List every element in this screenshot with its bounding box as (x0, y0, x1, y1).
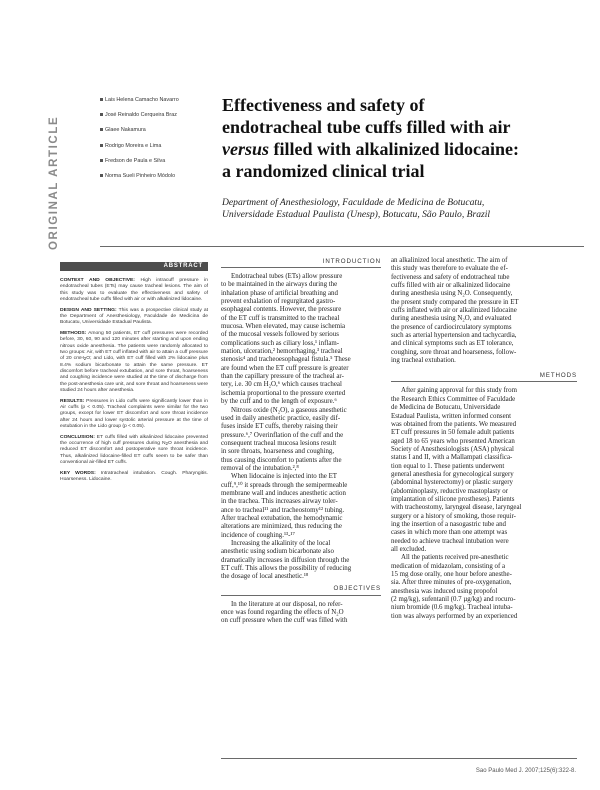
text-line: Estadual Paulista, written informed consent (391, 412, 511, 420)
methods-paragraph-2 (391, 554, 577, 621)
text-line: ing tracheal extubation. (391, 357, 456, 365)
text-line: pressure.⁶,⁷ Overinflation of the cuff and the (221, 431, 344, 439)
text-line: with tracheostomy, laryngeal disease, laryngeal (391, 504, 522, 512)
text-line: All the patients received pre-anesthetic (401, 554, 509, 562)
text-line: this study was therefore to evaluate the ef- (391, 265, 508, 273)
text-line: ischemia proportional to the pressure exerted (221, 389, 346, 397)
footer-divider (221, 758, 577, 759)
header-divider (100, 246, 584, 247)
text-line: Nitrous oxide (N₂O), a gaseous anesthetic (231, 406, 347, 414)
text-line: mucosa. When elevated, may cause ischemia (221, 323, 346, 331)
journal-citation: Sao Paulo Med J. 2007;125(6):322-8. (475, 768, 576, 774)
text-line: nium bromide (0.6 mg/kg). Tracheal intuba- (391, 604, 513, 612)
bullet-square-icon (100, 144, 103, 147)
text-line: fuses inside ET cuffs, thereby raising their (221, 423, 338, 431)
article-title: Effectiveness and safety of endotracheal tube cuffs filled with air versus filled with alkalinized lidocaine: a randomized clinical trial (222, 95, 520, 181)
text-line: dramatically increases in diffusion through the (221, 556, 350, 564)
text-line: tion was always performed by an experienced (391, 612, 518, 620)
text-line: (2 mg/kg), sufentanil (0.7 µg/kg) and rocuro- (391, 596, 516, 604)
text-line: thus causing discomfort to patients after the (221, 456, 342, 464)
text-line: After gaining approval for this study from (401, 387, 517, 395)
text-line: When lidocaine is injected into the ET (231, 473, 338, 481)
text-line: anesthesia was induced using propofol (391, 587, 498, 595)
text-line: membrane wall and induces anesthetic action (221, 489, 346, 497)
intro-paragraph-4 (221, 540, 381, 582)
text-line: ance to tracheal¹¹ and tracheostomy¹² tubing. (221, 506, 345, 514)
text-line: all excluded. (391, 546, 427, 553)
text-line: and clinical symptoms such as ET tolerance, (391, 340, 514, 348)
text-line: on cuff pressure when the cuff was filled with (221, 617, 348, 625)
text-line: surgery or a history of smoking, those requir- (391, 512, 516, 520)
abstract-results: RESULTS: Pressures in Lido cuffs were significantly lower than in Air cuffs (p < 0.05). Tracheal complaints were similar for the two groups, except for lower ET discomfort and sore throat incidence after 24 hours and lower systolic arterial pressure at the time of extubation in the Lido group (p < 0.05). (60, 398, 208, 430)
text-line: was obtained from the patients. We measured (391, 420, 517, 428)
affiliation: Department of Anesthesiology, Faculdade de Medicina de Botucatu, Universidade Estadual Paulista (Unesp), Botucatu, São Paulo, Brazil (222, 197, 491, 220)
bullet-square-icon (100, 159, 103, 162)
abstract-keywords: KEY WORDS: Intratracheal intubation. Cough. Pharyngitis. Hoarseness. Lidocaine. (60, 470, 208, 483)
text-line: cuffs inflated with air or alkalinized lidocaine (391, 307, 517, 315)
text-line: during anesthesia using N₂O, and evaluated (391, 315, 512, 323)
text-line: mation, ulceration,² hemorrhaging,³ tracheal (221, 348, 343, 356)
body-column-middle (221, 254, 381, 626)
text-line: (abdominoplasty, reductive mastoplasty or (391, 487, 509, 495)
text-line: needed to achieve tracheal intubation were (391, 537, 509, 545)
body-column-right (391, 257, 577, 621)
text-line: the present study compared the pressure in ET (391, 298, 519, 306)
methods-paragraph-1 (391, 387, 577, 554)
text-line: such as arterial hypertension and tachycardia, (391, 332, 517, 340)
text-line: 15 mg dose orally, one hour before anesthe- (391, 571, 512, 579)
text-line: prevent exhalation of regurgitated gastro- (221, 298, 336, 306)
author-item: Fredson de Paula e Silva (105, 158, 215, 173)
text-line: cases in which more than one attempt was (391, 529, 508, 537)
text-line: to be maintained in the airways during the (221, 281, 338, 289)
text-line: (abdominal hysterectomy) or plastic surgery (391, 479, 513, 487)
text-line: tion equal to 1. These patients underwent (391, 462, 505, 470)
text-line: ET cuff. This allows the possibility of reducing (221, 565, 352, 573)
text-line: tery, i.e. 30 cm H₂O,⁶ which causes tracheal (221, 381, 342, 389)
abstract-design: DESIGN AND SETTING: This was a prospective clinical study at the Department of Anesthesiology, Faculdade de Medicina de Botucatu, Universidade Estadual Paulista. (60, 307, 208, 326)
text-line: Endotracheal tubes (ETs) allow pressure (231, 273, 343, 280)
text-line: of the ET cuff is transmitted to the tracheal (221, 314, 340, 322)
text-line: by the cuff and to the length of exposure.⁶ (221, 398, 337, 406)
text-line: aged 18 to 65 years who presented American (391, 437, 515, 445)
bullet-square-icon (100, 98, 103, 101)
article-type-label: ORIGINAL ARTICLE (48, 115, 60, 250)
text-line: Increasing the alkalinity of the local (231, 540, 331, 547)
text-line: complications such as ciliary loss,¹ inflam- (221, 339, 340, 347)
bullet-square-icon (100, 128, 103, 131)
text-line: ET cuff pressures in 50 female adult patients (391, 429, 515, 437)
text-line: are found when the ET cuff pressure is greater (221, 364, 349, 372)
text-line: the dosage of local anesthetic.¹⁸ (221, 573, 309, 581)
abstract-methods: METHODS: Among 50 patients, ET cuff pressures were recorded before, 30, 60, 90 and 120 minutes after starting and upon ending nitrous oxide anesthesia. The patients were randomly allocated to two groups: Air, with ET cuff inflated with air to attain a cuff pressure of 20 cmH2O; and Lido, with ET cuff filled with 2% lidocaine plus 8.4% sodium bicarbonate to attain the same pressure. ET discomfort before tracheal extubation, and sore throat, hoarseness and coughing incidence were studied at the time of discharge from the post-anesthesia care unit, and sore throat and hoarseness were studied 24 hours after anesthesia. (60, 331, 208, 394)
intro-paragraph-2 (221, 407, 381, 474)
text-line: medication of midazolam, consisting of a (391, 562, 506, 570)
text-line: sia. After three minutes of pre-oxygenation, (391, 579, 512, 587)
text-line: incidence of coughing.¹³-¹⁷ (221, 531, 295, 539)
objectives-paragraph-1 (221, 601, 381, 626)
author-item: José Reinaldo Cerqueira Braz (105, 112, 215, 127)
text-line: In the literature at our disposal, no refer- (231, 600, 343, 608)
text-line: cuff,⁹,¹⁰ it spreads through the semipermeable (221, 481, 348, 489)
text-line: ing the insertion of a nasogastric tube and (391, 520, 507, 528)
text-line: ence was found regarding the effects of N₂O (221, 609, 344, 617)
author-item: Norma Sueli Pinheiro Módolo (105, 173, 215, 188)
abstract-context: CONTEXT AND OBJECTIVE: High intracuff pressure in endotracheal tubes (ETs) may cause tracheal lesions. The aim of this study was to evaluate the effectiveness and safety of endotracheal tube cuffs filled with air or with alkalinized lidocaine. (60, 278, 209, 303)
text-line: alterations are minimized, thus reducing the (221, 523, 342, 531)
text-line: the Research Ethics Committee of Faculdade (391, 395, 516, 403)
abstract-body (60, 278, 208, 488)
text-line: esophageal contents. However, the pressure (221, 306, 342, 314)
text-line: cuffs filled with air or alkalinized lidocaine (391, 282, 511, 290)
text-line: general anesthesia for gynecological surgery (391, 470, 514, 478)
abstract-header: ABSTRACT (60, 262, 208, 271)
bullet-square-icon (100, 113, 103, 116)
text-line: removal of the intubation.²,⁸ (221, 464, 299, 472)
text-line: inhalation phase of artificial breathing and (221, 289, 338, 297)
text-line: stenosis⁴ and tracheoesophageal fistula.⁵ These (221, 356, 351, 364)
text-line: in the trachea. This increases airway toler- (221, 498, 338, 506)
abstract-conclusion: CONCLUSION: ET cuffs filled with alkalinized lidocaine prevented the occurrence of high cuff pressures during N2O anesthesia and reduced ET discomfort and postoperative sore throat incidence. Thus, alkalinized lidocaine-filled ET cuffs seem to be safer than conventional air-filled ET cuffs. (60, 434, 208, 466)
text-line: consequent tracheal mucosa lesions result (221, 439, 337, 447)
section-header-introduction: INTRODUCTION (221, 256, 381, 268)
text-line: anesthetic using sodium bicarbonate also (221, 548, 334, 556)
text-line: implantation of silicone prostheses). Patients (391, 495, 515, 503)
text-line: in sore throats, hoarseness and coughing, (221, 448, 335, 456)
objectives-paragraph-continued (391, 257, 577, 365)
section-header-methods: METHODS (391, 370, 577, 382)
text-line: Society of Anesthesiologists (ASA) physical (391, 445, 514, 453)
author-list (105, 97, 215, 188)
text-line: de Medicina de Botucatu, Universidade (391, 404, 501, 412)
author-item: Lais Helena Camacho Navarro (105, 97, 215, 112)
intro-paragraph-1 (221, 273, 381, 407)
text-line: than the capillary pressure of the tracheal ar- (221, 373, 344, 381)
text-line: the presence of cardiocirculatory symptoms (391, 323, 512, 331)
text-line: status I and II, with a Mallampati classifica- (391, 454, 513, 462)
text-line: used in daily anesthetic practice, easily dif- (221, 414, 341, 422)
text-line: fectiveness and safety of endotracheal tube (391, 273, 510, 281)
text-line: coughing, sore throat and hoarseness, follow- (391, 348, 517, 356)
section-header-objectives: OBJECTIVES (221, 584, 381, 596)
text-line: After tracheal extubation, the hemodynamic (221, 514, 343, 522)
author-item: Glaee Nakamura (105, 127, 215, 142)
author-item: Rodrigo Moreira e Lima (105, 143, 215, 158)
text-line: of the mucosal vessels followed by serious (221, 331, 339, 339)
intro-paragraph-3 (221, 473, 381, 540)
text-line: an alkalinized local anesthetic. The aim of (391, 257, 508, 264)
bullet-square-icon (100, 174, 103, 177)
text-line: during anesthesia using N₂O. Consequently, (391, 290, 513, 298)
